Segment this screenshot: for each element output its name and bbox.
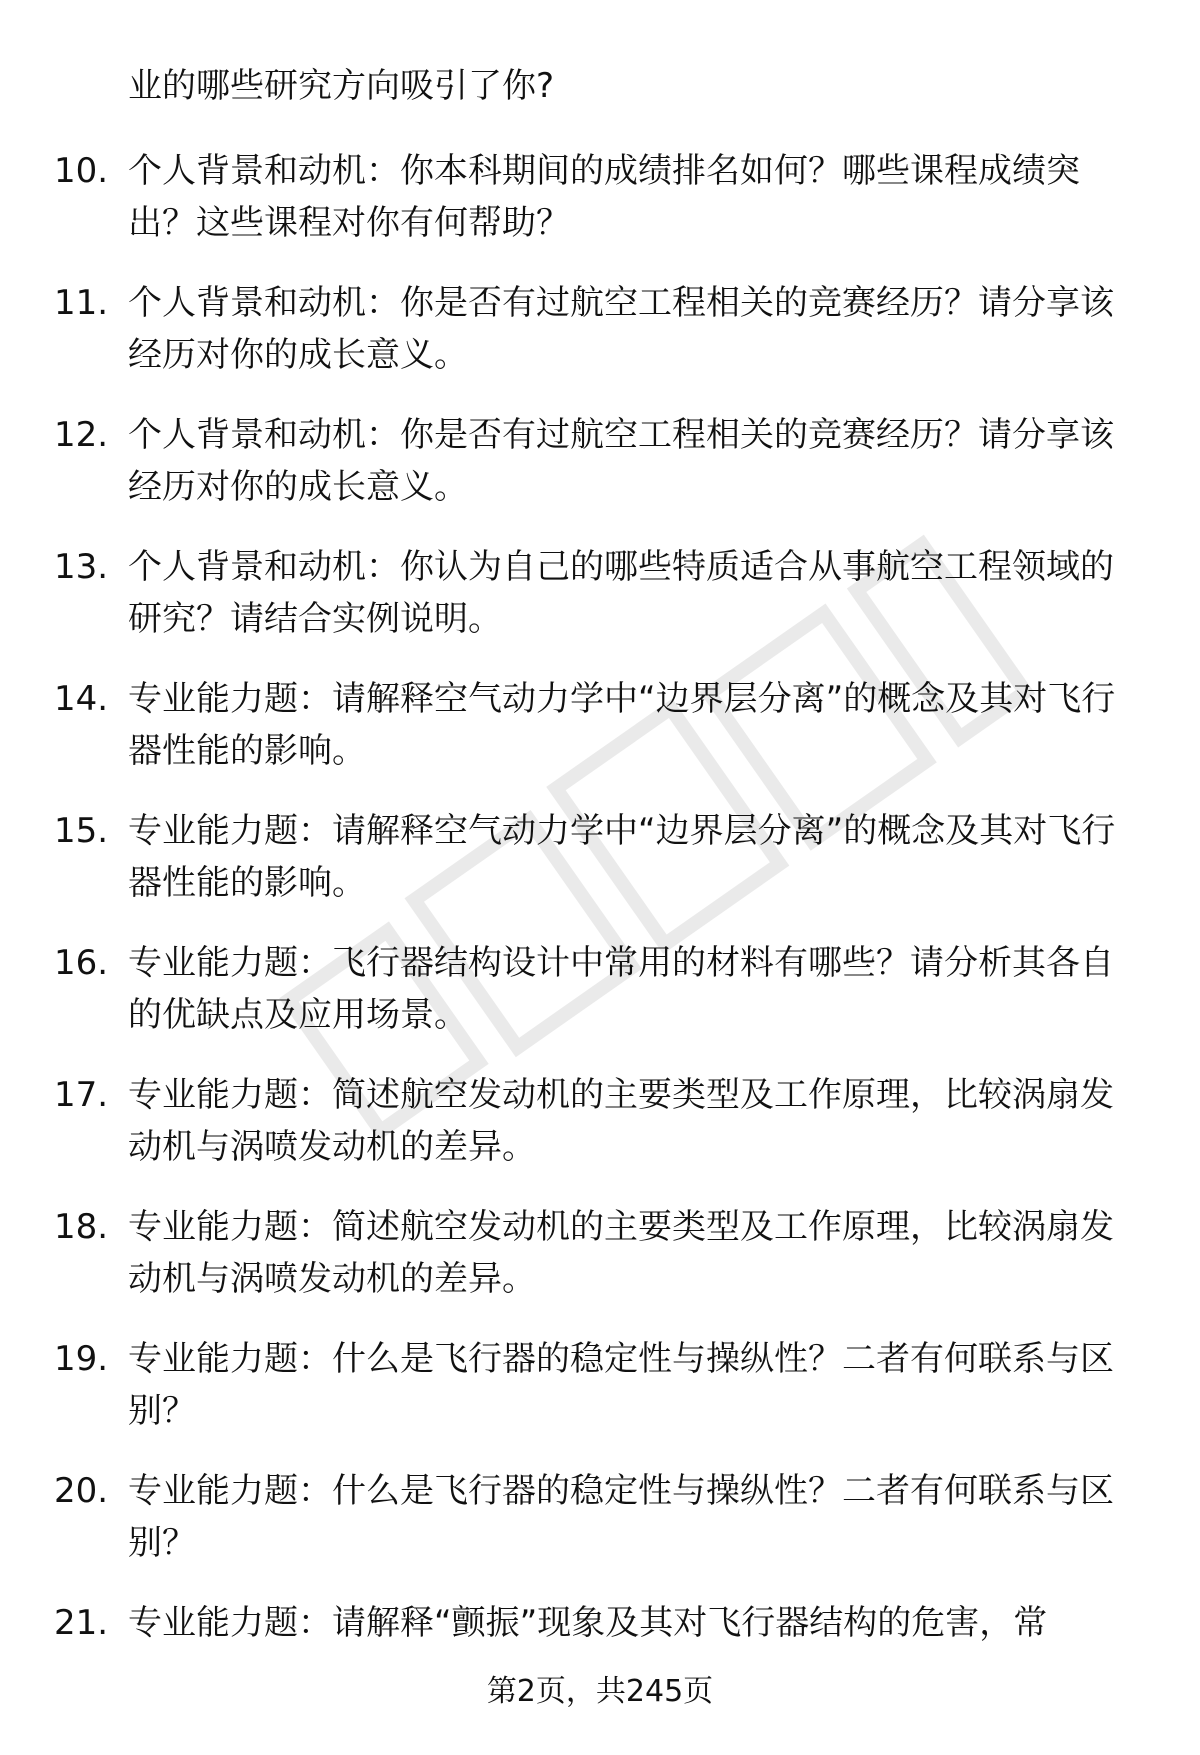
question-number: 15. [54, 811, 109, 851]
question-item [0, 1201, 1200, 1333]
question-text: 专业能力题：请解释空气动力学中“边界层分离”的概念及其对飞行器性能的影响。 [128, 811, 1116, 903]
question-number: 17. [54, 1075, 109, 1115]
question-number: 18. [54, 1207, 109, 1247]
question-number: 12. [54, 415, 109, 455]
question-item [0, 409, 1200, 541]
question-text: 专业能力题：简述航空发动机的主要类型及工作原理，比较涡扇发动机与涡喷发动机的差异。 [128, 1207, 1114, 1299]
question-item [0, 277, 1200, 409]
question-text: 个人背景和动机：你是否有过航空工程相关的竞赛经历？请分享该经历对你的成长意义。 [128, 283, 1114, 375]
question-number: 20. [54, 1471, 109, 1511]
question-item [0, 145, 1200, 277]
question-item [0, 805, 1200, 937]
question-number: 16. [54, 943, 109, 983]
question-text: 专业能力题：什么是飞行器的稳定性与操纵性？二者有何联系与区别？ [128, 1471, 1114, 1563]
question-text: 个人背景和动机：你认为自己的哪些特质适合从事航空工程领域的研究？请结合实例说明。 [128, 547, 1114, 639]
question-number: 21. [54, 1603, 109, 1643]
question-text: 专业能力题：请解释空气动力学中“边界层分离”的概念及其对飞行器性能的影响。 [128, 679, 1116, 771]
question-number: 14. [54, 679, 109, 719]
question-number: 13. [54, 547, 109, 587]
question-list [0, 145, 1200, 1729]
question-item [0, 1333, 1200, 1465]
question-number: 10. [54, 151, 109, 191]
question-item [0, 1069, 1200, 1201]
question-text: 专业能力题：请解释“颤振”现象及其对飞行器结构的危害，常 [128, 1603, 1048, 1643]
question-text: 专业能力题：简述航空发动机的主要类型及工作原理，比较涡扇发动机与涡喷发动机的差异。 [128, 1075, 1114, 1167]
question-number: 11. [54, 283, 109, 323]
continuation-text: 业的哪些研究方向吸引了你? [128, 66, 555, 106]
question-text: 专业能力题：飞行器结构设计中常用的材料有哪些？请分析其各自的优缺点及应用场景。 [128, 943, 1114, 1035]
question-text: 专业能力题：什么是飞行器的稳定性与操纵性？二者有何联系与区别？ [128, 1339, 1114, 1431]
question-text: 个人背景和动机：你本科期间的成绩排名如何？哪些课程成绩突出？这些课程对你有何帮助？ [128, 151, 1080, 243]
question-item [0, 937, 1200, 1069]
question-number: 19. [54, 1339, 109, 1379]
question-item [0, 1465, 1200, 1597]
question-item [0, 673, 1200, 805]
question-item [0, 541, 1200, 673]
question-text: 个人背景和动机：你是否有过航空工程相关的竞赛经历？请分享该经历对你的成长意义。 [128, 415, 1114, 507]
page-footer: 第2页，共245页 [486, 1674, 714, 1709]
